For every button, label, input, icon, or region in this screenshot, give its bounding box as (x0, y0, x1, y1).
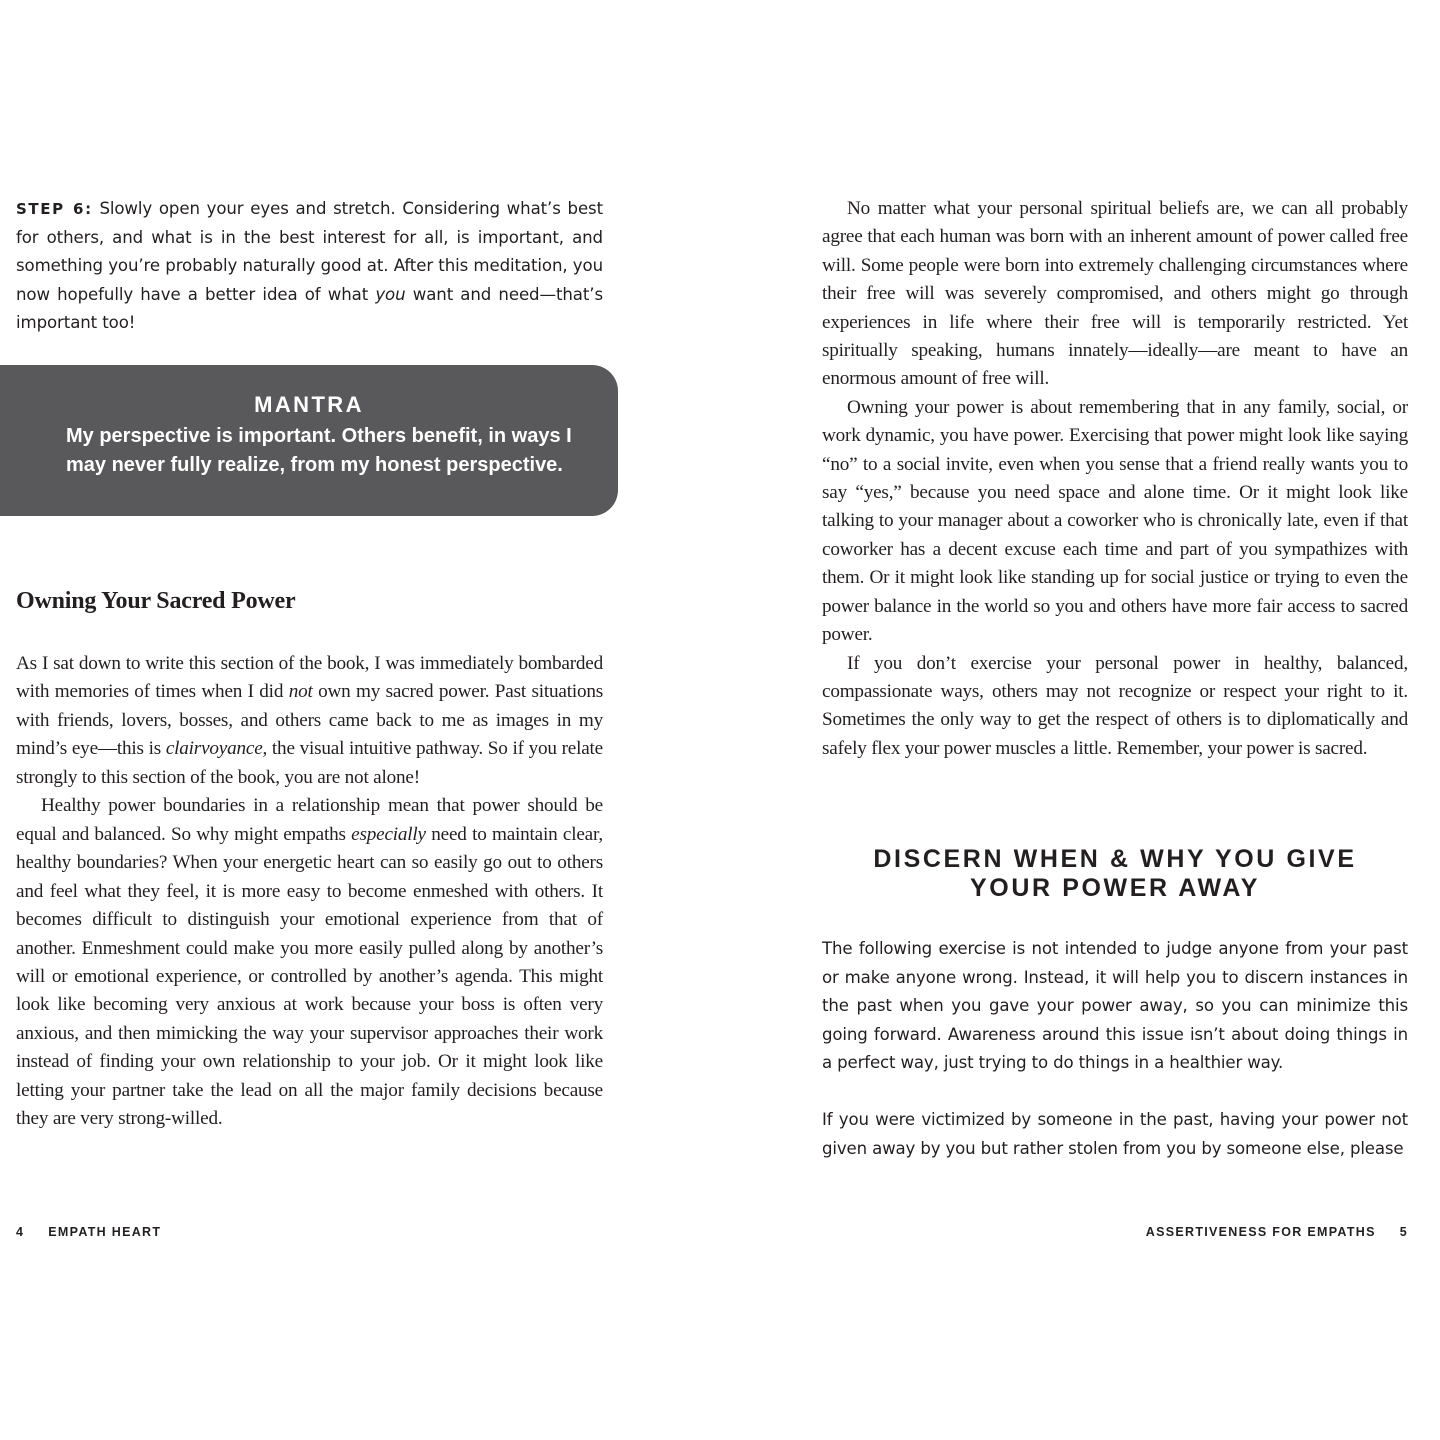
left-paragraph-1 (16, 650, 603, 792)
right-paragraph-2: Owning your power is about remembering that in any family, social, or work dynamic, you have power. Exercising that power might look like saying “no” to a social invite, even when you sense that a friend really wants you to say “yes,” because you need space and alone time. Or it might look like talking to your manager about a coworker who is chronically late, even if that coworker has a decent excuse each time and part of you sympathizes with them. Or it might look like standing up for social justice or trying to even the power balance in the world so you and others have more fair access to sacred power. (822, 396, 1408, 646)
step-label: STEP 6: (16, 200, 93, 218)
para-2-text-b: need to maintain clear, healthy boundaries? When your energetic heart can so easily go out to others and feel what they feel, it is more easy to become enmeshed with others. It becomes difficult to distinguish your emotional experience from that of another. Enmeshment could make you more easily pulled along by another’s will or emotional experience, or controlled by another’s agenda. This might look like becoming very anxious at work because your boss is often very anxious, and then mimicking the way your supervisor approaches their work instead of finding your own relationship to your job. Or it might look like letting your partner take the lead on all the major family decisions because they are very strong-willed. (16, 823, 603, 1130)
exercise-heading-line-1: DISCERN WHEN & WHY YOU GIVE (873, 845, 1357, 873)
para-1-text-c: , the visual intuitive pathway. So if you relate strongly to this section of the book, you are not alone! (16, 738, 603, 788)
step-text-1: Slowly open your eyes and stretch. Considering what’s best for others, and what is in the best interest for all, is important, and something you’re probably naturally good at. After this meditation, you now hopefully have a better idea of what (16, 199, 603, 304)
right-footer (1146, 1225, 1408, 1239)
left-body (16, 650, 603, 1134)
para-1-text-a: As I sat down to write this section of the book, I was immediately bombarded with memories of times when I did (16, 653, 603, 703)
left-page (16, 0, 603, 1440)
right-page (822, 0, 1408, 1440)
right-page-number: 5 (1399, 1225, 1408, 1239)
exercise-heading (822, 845, 1408, 903)
para-2-text-a: Healthy power boundaries in a relationship mean that power should be equal and balanced. So why might empaths (16, 795, 603, 845)
right-paragraph-3: If you don’t exercise your personal power in healthy, balanced, compassionate ways, others may not recognize or respect your right to it. Sometimes the only way to get the respect of others is to diplomatically and safely flex your power muscles a little. Remember, your power is sacred. (822, 652, 1408, 759)
exercise-intro (822, 935, 1408, 1078)
exercise-note (822, 1106, 1408, 1163)
section-heading: Owning Your Sacred Power (16, 588, 296, 614)
left-paragraph-2 (16, 792, 603, 1133)
right-body (822, 195, 1408, 763)
left-page-number: 4 (16, 1225, 25, 1239)
exercise-paragraph-2: If you were victimized by someone in the past, having your power not given away by you but rather stolen from you by someone else, please (822, 1110, 1408, 1158)
step-emphasis: you (375, 284, 406, 304)
mantra-title: MANTRA (254, 392, 364, 417)
right-running-head: ASSERTIVENESS FOR EMPATHS (1145, 1225, 1376, 1239)
para-1-em-not: not (288, 681, 313, 703)
mantra-text: My perspective is important. Others benefit, in ways I may never fully realize, from my honest perspective. (66, 425, 572, 476)
exercise-paragraph-1: The following exercise is not intended to judge anyone from your past or make anyone wrong. Instead, it will help you to discern instances in the past when you gave your power away, so you can minimize this going forward. Awareness around this issue isn’t about doing things in a perfect way, just trying to do things in a healthier way. (822, 939, 1408, 1073)
para-2-em-especially: especially (351, 823, 426, 845)
step-6-paragraph (16, 195, 603, 338)
step-text-2: want and need—that’s important too! (16, 284, 603, 333)
para-1-text-b: own my sacred power. Past situations with friends, lovers, bosses, and others came back to me as images in my mind’s eye—this is (16, 681, 604, 760)
right-paragraph-1: No matter what your personal spiritual beliefs are, we can all probably agree that each human was born with an inherent amount of power called free will. Some people were born into extremely challenging circumstances where their free will was severely compromised, and others might go through experiences in life where their free will is temporarily restricted. Yet spiritually speaking, humans innately—ideally—are meant to have an enormous amount of free will. (822, 198, 1408, 390)
para-1-em-clairvoyance: clairvoyance (165, 738, 263, 760)
left-running-head: EMPATH HEART (48, 1225, 162, 1239)
exercise-heading-line-2: YOUR POWER AWAY (970, 874, 1260, 902)
left-footer (16, 1225, 161, 1239)
